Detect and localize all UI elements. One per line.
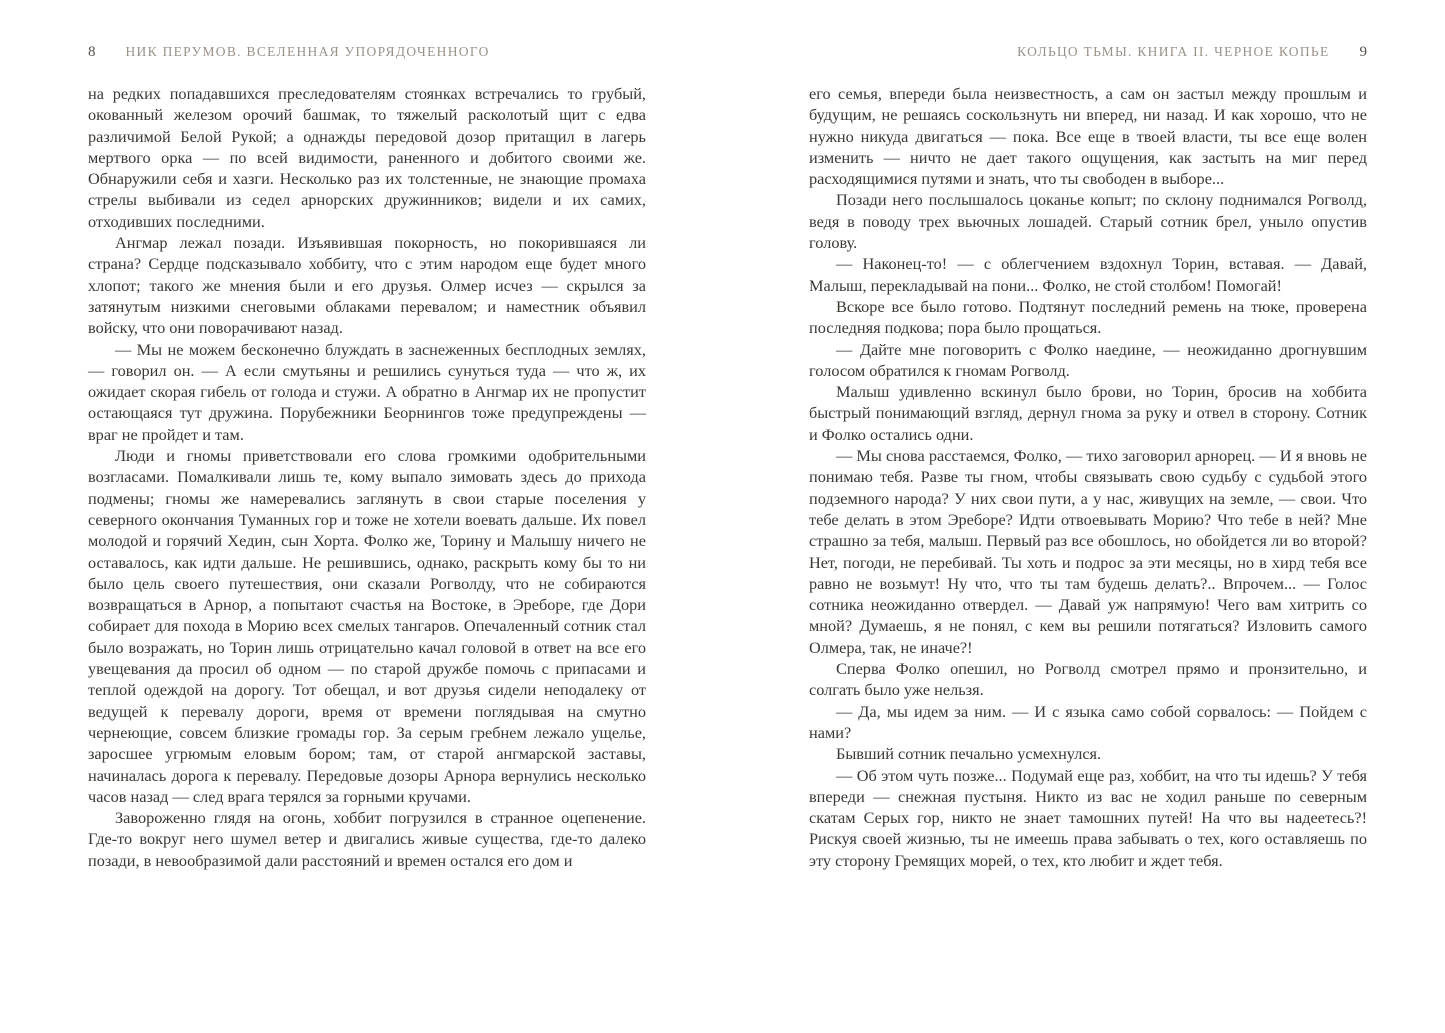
paragraph: Ангмар лежал позади. Изъявившая покорность, но покорившаяся ли страна? Сердце подсказывало хоббиту, что с этим народом еще будет много хлопот; такого же мнения были и его друзья. Олмер исчез — скрылся за затянутым низкими снеговыми облаками перевалом; и наместник объявил войску, что они поворачивают назад. [88, 233, 646, 338]
left-page-header [88, 44, 646, 61]
paragraph: Малыш удивленно вскинул было брови, но Торин, бросив на хоббита быстрый понимающий взгляд, дернул гнома за руку и отвел в сторону. Сотник и Фолко остались одни. [809, 382, 1367, 444]
paragraph: Вскоре все было готово. Подтянут последний ремень на тюке, проверена последняя подкова; пора было прощаться. [809, 296, 1367, 338]
paragraph: Люди и гномы приветствовали его слова громкими одобрительными возгласами. Помалкивали лишь те, кому выпало зимовать здесь до прихода подмены; гномы же намеревались заглянуть в свои старые поселения у северного окончания Туманных гор и тоже не хотели воевать дальше. Их повел молодой и горячий Хедин, сын Хорта. Фолко же, Торину и Малышу ничего не оставалось, как идти дальше. Не решившись, однако, раскрыть кому бы то ни было цель своего путешествия, они сказали Рогволду, что не собираются возвращаться в Арнор, а попытают счастья на Востоке, в Эреборе, где Дори собирает для похода в Морию всех смелых тангаров. Опечаленный сотник стал было возражать, но Торин лишь отрицательно качал головой в ответ на все его увещевания да просил об одном — по старой дружбе помочь с припасами и теплой одеждой на дорогу. Тот обещал, и вот друзья сидели неподалеку от ведущей к перевалу дороги, время от времени поглядывая на смутно чернеющие, совсем близкие громады гор. За серым гребнем лежало ущелье, заросшее угрюмым еловым бором; там, от старой ангмарской заставы, начиналась дорога к перевалу. Передовые дозоры Арнора вернулись несколько часов назад — след врага терялся за горными кручами. [88, 446, 646, 806]
paragraph: на редких попадавшихся преследователям стоянках встречались то грубый, окованный железом орочий башмак, то тяжелый расколотый щит с едва различимой Белой Рукой; а однажды передовой дозор притащил в лагерь мертвого орка — по всей видимости, раненного и добитого своими же. Обнаружили себя и хазги. Несколько раз их толстенные, не знающие промаха стрелы выбивали из седел арнорских дружинников; видели и их самих, отходивших последними. [88, 84, 646, 231]
left-page-number: 8 [88, 44, 96, 60]
paragraph: Бывший сотник печально усмехнулся. [836, 744, 1102, 764]
right-page-text [809, 83, 1367, 871]
paragraph: — Об этом чуть позже... Подумай еще раз, хоббит, на что ты идешь? У тебя впереди — снежная пустыня. Никто из вас не ходил раньше по северным скатам Серых гор, никто не знает тамошних путей! На что вы надеетесь?! Рискуя своей жизнью, ты не имеешь права забывать о тех, кого оставляешь по эту сторону Гремящих морей, о тех, кто любит и ждет тебя. [809, 765, 1367, 870]
paragraph: его семья, впереди была неизвестность, а сам он застыл между прошлым и будущим, не решаясь соскользнуть ни вперед, ни назад. И как хорошо, что не нужно никуда двигаться — пока. Все еще в твоей власти, ты все еще волен изменить — ничто не дает такого ощущения, как застыть на миг перед расходящимися путями и знать, что ты свободен в выборе... [809, 84, 1367, 189]
right-page-header [809, 44, 1367, 61]
paragraph: — Мы снова расстаемся, Фолко, — тихо заговорил арнорец. — И я вновь не понимаю тебя. Разве ты гном, чтобы связывать свою судьбу с судьбой этого подземного народа? У них свои пути, а у нас, живущих на земле, — свои. Что тебе делать в этом Эреборе? Идти отвоевывать Морию? Что тебе в ней? Мне страшно за тебя, малыш. Первый раз все обошлось, но обойдется ли во второй? Нет, погоди, не перебивай. Ты хоть и подрос за эти месяцы, но в хирд тебя все равно не возьмут! Ну что, что ты там будешь делать?.. Впрочем... — Голос сотника неожиданно отвердел. — Давай уж напрямую! Чего вам хитрить со мной? Думаешь, я не понял, с кем вы решили потягаться? Изловить самого Олмера, так, не иначе?! [809, 446, 1367, 657]
paragraph: — Да, мы идем за ним. — И с языка само собой сорвалось: — Пойдем с нами? [809, 701, 1367, 742]
left-page-text [88, 83, 646, 871]
paragraph: Завороженно глядя на огонь, хоббит погрузился в странное оцепенение. Где-то вокруг него шумел ветер и двигались живые существа, где-то далеко позади, в невообразимой дали расстояний и времен остался его дом и [88, 808, 646, 870]
paragraph: — Наконец-то! — с облегчением вздохнул Торин, вставая. — Давай, Малыш, перекладывай на пони... Фолко, не стой столбом! Помогай! [809, 254, 1367, 295]
right-running-title: КОЛЬЦО ТЬМЫ. КНИГА II. ЧЕРНОЕ КОПЬЕ [1017, 44, 1330, 59]
paragraph: — Дайте мне поговорить с Фолко наедине, — неожиданно дрогнувшим голосом обратился к гномам Рогволд. [809, 339, 1367, 380]
right-page-number: 9 [1359, 44, 1367, 60]
paragraph: Сперва Фолко опешил, но Рогволд смотрел прямо и пронзительно, и солгать было уже нельзя. [809, 659, 1367, 700]
paragraph: — Мы не можем бесконечно блуждать в заснеженных бесплодных землях, — говорил он. — А если смутьяны и решились сунуться туда — что ж, их ожидает скорая гибель от голода и стужи. А обратно в Ангмар их не пропустит остающаяся тут дружина. Порубежники Беорнингов тоже предупреждены — враг не пройдет и там. [88, 339, 646, 444]
left-running-title: НИК ПЕРУМОВ. ВСЕЛЕННАЯ УПОРЯДОЧЕННОГО [125, 44, 490, 59]
paragraph: Позади него послышалось цоканье копыт; по склону поднимался Рогволд, ведя в поводу трех вьючных лошадей. Старый сотник брел, уныло опустив голову. [809, 190, 1367, 253]
